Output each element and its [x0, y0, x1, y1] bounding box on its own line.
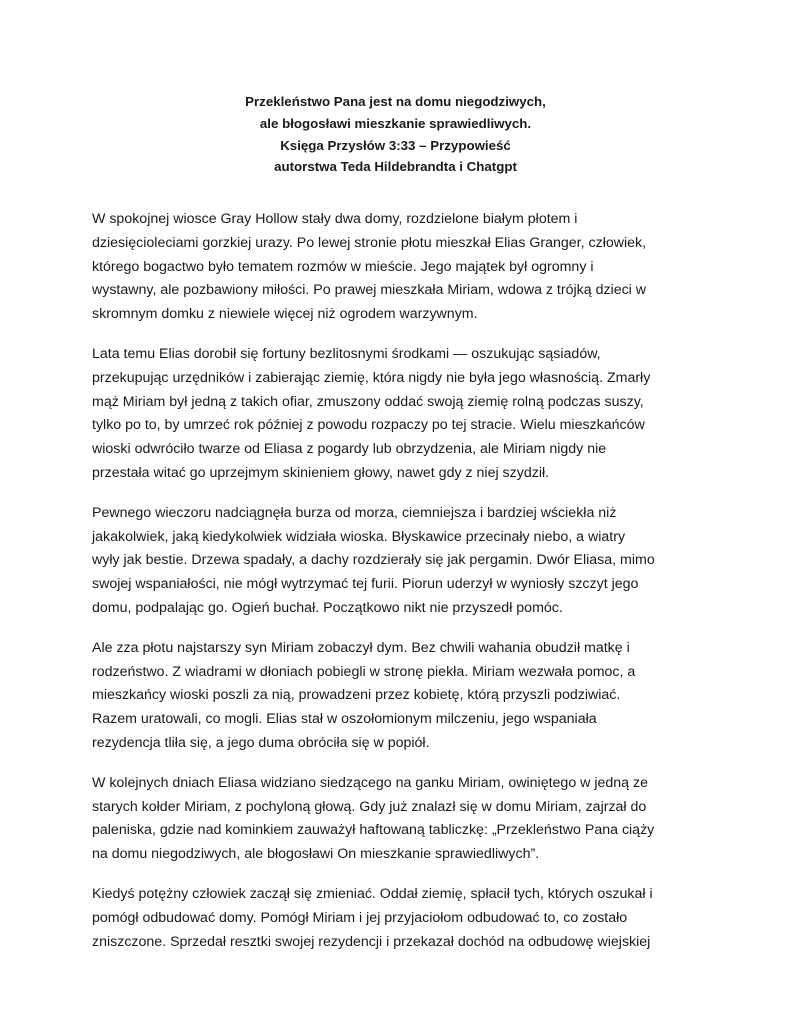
title-line: Księga Przysłów 3:33 – Przypowieść — [280, 137, 511, 153]
text-line: paleniska, gdzie nad kominkiem zauważył haftowaną tabliczkę: „Przekleństwo Pana ciąży — [92, 822, 655, 839]
text-line: rodzeństwo. Z wiadrami w dłoniach pobiegli w stronę piekła. Miriam wezwała pomoc, a — [92, 663, 636, 680]
text-line: którego bogactwo było tematem rozmów w mieście. Jego majątek był ogromny i — [92, 258, 594, 275]
text-line: starych kołder Miriam, z pochyloną głową. Gdy już znalazł się w domu Miriam, zajrzał do — [92, 798, 647, 815]
text-line: skromnym domku z niewiele więcej niż ogrodem warzywnym. — [92, 306, 478, 323]
document-title-block — [0, 91, 791, 178]
text-line: domu, podpalając go. Ogień buchał. Początkowo nikt nie przyszedł pomóc. — [92, 599, 563, 616]
paragraph — [92, 208, 712, 327]
text-line: wyły jak bestie. Drzewa spadały, a dachy rozdzierały się jak pergamin. Dwór Eliasa, mimo — [92, 552, 655, 569]
text-line: wioski odwróciło twarze od Eliasa z pogardy lub obrzydzenia, ale Miriam nigdy nie — [92, 441, 607, 458]
text-line: przekupując urzędników i zabierając ziemię, która nigdy nie była jego własnością. Zmarły — [92, 369, 651, 386]
paragraph — [92, 772, 712, 867]
text-line: swojej wspaniałości, nie mógł wytrzymać tej furii. Piorun uderzył w wyniosły szczyt jego — [92, 576, 639, 593]
text-line: Ale zza płotu najstarszy syn Miriam zobaczył dym. Bez chwili wahania obudził matkę i — [92, 639, 630, 656]
text-line: jakakolwiek, jaką kiedykolwiek widziała wioska. Błyskawice przecinały niebo, a wiatry — [92, 528, 626, 545]
text-line: Pewnego wieczoru nadciągnęła burza od morza, ciemniejsza i bardziej wściekła niż — [92, 504, 617, 521]
text-line: mąż Miriam był jedną z takich ofiar, zmuszony oddać swoją ziemię rolną podczas suszy, — [92, 393, 644, 410]
text-line: tylko po to, by umrzeć rok później z powodu rozpaczy po tej stracie. Wielu mieszkańców — [92, 417, 645, 434]
paragraph — [92, 637, 712, 756]
title-line: autorstwa Teda Hildebrandta i Chatgpt — [274, 159, 517, 175]
text-line: Kiedyś potężny człowiek zaczął się zmieniać. Oddał ziemię, spłacił tych, których oszukał i — [92, 885, 653, 902]
text-line: W kolejnych dniach Eliasa widziano siedzącego na ganku Miriam, owiniętego w jedną ze — [92, 774, 648, 791]
text-line: dziesięcioleciami gorzkiej urazy. Po lewej stronie płotu mieszkał Elias Granger, człowiek, — [92, 234, 647, 251]
text-line: pomógł odbudować domy. Pomógł Miriam i jej przyjaciołom odbudować to, co zostało — [92, 909, 628, 926]
text-line: wystawny, ale pozbawiony miłości. Po prawej mieszkała Miriam, wdowa z trójką dzieci w — [92, 282, 647, 299]
paragraph — [92, 883, 712, 954]
text-line: W spokojnej wiosce Gray Hollow stały dwa domy, rozdzielone białym płotem i — [92, 211, 578, 227]
title-line: ale błogosławi mieszkanie sprawiedliwych. — [259, 115, 532, 131]
text-line: zniszczone. Sprzedał resztki swojej rezydencji i przekazał dochód na odbudowę wiejskiej — [92, 933, 651, 950]
text-line: mieszkańcy wioski poszli za nią, prowadzeni przez kobietę, którą przyszli podziwiać. — [92, 687, 621, 704]
text-line: Razem uratowali, co mogli. Elias stał w oszołomionym milczeniu, jego wspaniała — [92, 711, 597, 728]
paragraph — [92, 343, 712, 486]
text-line: przestała witać go uprzejmym skinieniem głowy, nawet gdy z niej szydził. — [92, 464, 550, 481]
document-body — [92, 208, 712, 970]
text-line: Lata temu Elias dorobił się fortuny bezlitosnymi środkami — oszukując sąsiadów, — [92, 345, 601, 362]
paragraph — [92, 502, 712, 621]
title-line: Przekleństwo Pana jest na domu niegodziwych, — [245, 94, 546, 109]
text-line: rezydencja tliła się, a jego duma obróciła się w popiół. — [92, 734, 430, 751]
text-line: na domu niegodziwych, ale błogosławi On mieszkanie sprawiedliwych”. — [92, 846, 540, 863]
